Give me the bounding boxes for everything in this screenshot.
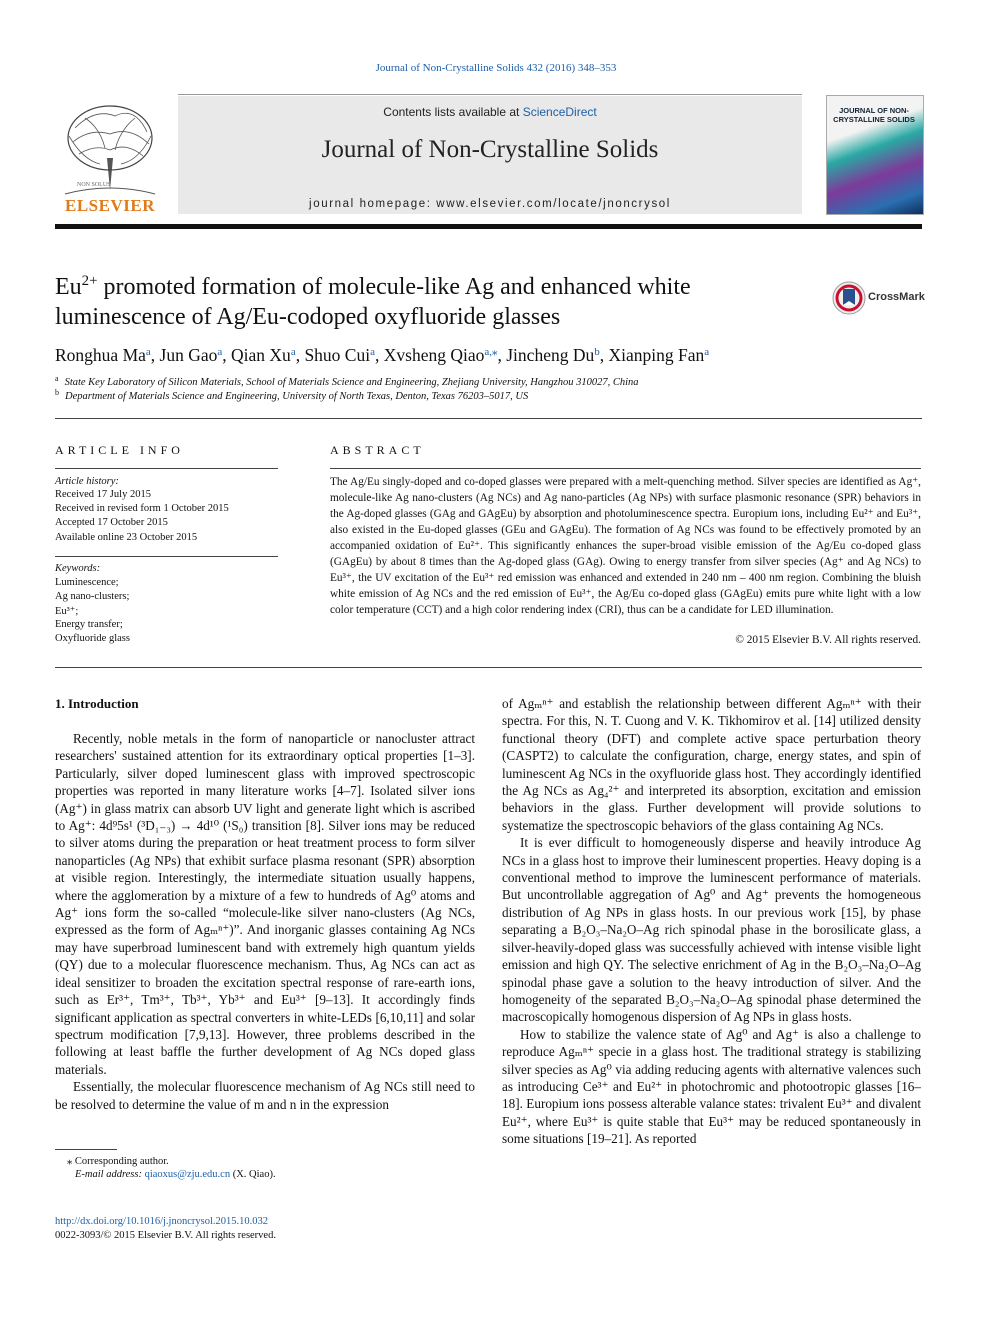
keywords-label: Keywords: bbox=[55, 563, 101, 574]
title-line2: luminescence of Ag/Eu-codoped oxyfluoride glasses bbox=[55, 304, 561, 330]
email-link[interactable]: qiaoxus@zju.edu.cn bbox=[144, 1169, 231, 1180]
divider bbox=[55, 556, 278, 557]
doi-link[interactable]: http://dx.doi.org/10.1016/j.jnoncrysol.2015.10.032 bbox=[55, 1216, 269, 1227]
author-name[interactable]: Ronghua Ma bbox=[55, 345, 146, 365]
keyword: Ag nano-clusters; bbox=[55, 591, 130, 602]
paragraph: It is ever difficult to homogeneously disperse and heavily introduce Ag NCs in a glass host to improve their luminescent properties. Heavy doping is a conventional method to improve the luminescent performance of materials. But uncontrollable aggregation of Ag⁰ and Ag⁺ prevents the homogeneous distribution of Ag NPs in glass hosts. In our previous work [15], by phase separating a B₂O₃–Na₂O–Ag rich spinodal phase in the borosilicate glass, a silver-heavily-doped glass was successfully achieved with intense visible light emission and high QY. The selective enrichment of Ag in the B₂O₃–Na₂O–Ag spinodal phase gave a solution to the heavy introduction of silver. And the homogeneity of the separated B₂O₃–Na₂O–Ag spinodal phase determined the macroscopically homogenous dispersion of Ag NPs in glass hosts. bbox=[502, 835, 921, 1025]
divider bbox=[55, 667, 922, 668]
title-eu: Eu bbox=[55, 274, 82, 300]
header-rule bbox=[55, 224, 922, 229]
affiliation-a-key: a bbox=[55, 374, 59, 383]
author-name[interactable]: Jincheng Du bbox=[506, 345, 595, 365]
author-affiliation-mark[interactable]: a bbox=[217, 346, 223, 358]
contents-prefix: Contents lists available at bbox=[383, 105, 523, 119]
author-affiliation-mark[interactable]: b bbox=[594, 346, 600, 358]
author-affiliation-mark[interactable]: a bbox=[704, 346, 710, 358]
author-affiliation-mark[interactable]: a bbox=[370, 346, 375, 358]
author-name[interactable]: Xvsheng Qiao bbox=[383, 345, 485, 365]
crossmark-icon[interactable] bbox=[832, 281, 866, 315]
masthead-top-rule bbox=[178, 94, 802, 95]
author-name[interactable]: Xianping Fan bbox=[608, 345, 705, 365]
author-name[interactable]: Shuo Cui bbox=[304, 345, 371, 365]
keyword: Oxyfluoride glass bbox=[55, 633, 130, 644]
journal-title: Journal of Non-Crystalline Solids bbox=[321, 136, 659, 163]
paragraph: How to stabilize the valence state of Ag⁰ and Ag⁺ is also a challenge to reproduce Agₘⁿ⁺ specie in a glass host. The traditional strategy is stabilizing silver species as Ag⁰ via adding reducing agents with alternative valences such as introducing Ce³⁺ and Eu²⁺ in photochromic and photootropic glasses [16–18]. Europium ions possess alterable valance states: trivalent Eu³⁺ and divalent Eu²⁺, where Eu³⁺ is quite stable that Eu³⁺ may be reduced spontaneously in some situations [19–21]. As reported bbox=[502, 1026, 921, 1147]
author-affiliation-mark[interactable]: a bbox=[290, 346, 296, 358]
history-label: Article history: bbox=[55, 476, 119, 487]
keyword: Luminescence; bbox=[55, 577, 119, 588]
email-note bbox=[55, 1169, 276, 1180]
keyword: Energy transfer; bbox=[55, 619, 123, 630]
abstract-copyright: © 2015 Elsevier B.V. All rights reserved. bbox=[735, 634, 921, 646]
author-list: Ronghua Ma$^a$, Jun Gao$^a$, Qian Xu$^a$, Shuo Cui$^a$, Xvsheng Qiao$^{a,⁎}$, Jincheng Du$^b$, Xianping Fan$^a$ bbox=[55, 345, 710, 365]
abstract-heading: ABSTRACT bbox=[330, 443, 425, 457]
history-accepted: Accepted 17 October 2015 bbox=[55, 517, 168, 528]
paragraph: Recently, noble metals in the form of nanoparticle or nanocluster attract researchers' sustained attention for its extraordinary optical properties [1–3]. Particularly, silver doped luminescent glass with improved spectroscopic properties was reported in many literature works [4–7]. Isolated silver ions (Ag⁺) in glass matrix can absorb UV light and generate light which is ascribed to Ag⁺: 4d⁹5s¹ (³D₁₋₃) → 4d¹⁰ (¹S₀) transition [8]. Silver ions may be reduced to silver atoms during the preparation or heat treatment process to form silver nanoparticles (Ag NPs) that exhibit surface plasma resonant (SPR) absorption at visible region. Interestingly, the intermediate situation usually happens, where the agglomeration by a mixture of a few to hundreds of Ag⁰ atoms and Ag⁺ ions form the so-called “molecule-like silver nano-clusters (Ag NCs, expressed as the form of Agₘⁿ⁺)”. And inorganic glasses containing Ag NCs may have superbroad luminescent band with extremely high quantum yields (QY) due to a molecular fluorescence mechanism. Thus, Ag NCs can act as ideal sensitizer to broaden the excitation spectral response of rare-earth ions, such as Er³⁺, Tm³⁺, Tb³⁺, Yb³⁺ and Eu³⁺ [9–13]. It accordingly finds significant application as spectral converters in white-LEDs [6,10,11] and solar spectrum modification [7,9,13]. However, three problems described in the following at least baffle the further development of Ag NCs doped glass materials. bbox=[55, 731, 475, 1077]
cover-title: JOURNAL OF NON-CRYSTALLINE SOLIDS bbox=[833, 106, 915, 124]
journal-reference-link[interactable]: Journal of Non-Crystalline Solids 432 (2016) 348–353 bbox=[375, 62, 617, 74]
body-left-column bbox=[55, 730, 475, 1113]
divider bbox=[55, 468, 278, 469]
history-revised: Received in revised form 1 October 2015 bbox=[55, 503, 229, 514]
section-heading: 1. Introduction bbox=[55, 696, 139, 711]
footnote-rule bbox=[55, 1149, 117, 1150]
contents-line bbox=[178, 105, 802, 119]
affiliation-a bbox=[55, 374, 639, 388]
issn-line: 0022-3093/© 2015 Elsevier B.V. All rights reserved. bbox=[55, 1230, 276, 1241]
divider bbox=[330, 468, 921, 469]
crossmark-label[interactable]: CrossMark bbox=[868, 291, 925, 303]
author-affiliation-mark[interactable]: a,⁎ bbox=[484, 346, 498, 358]
keyword: Eu³⁺; bbox=[55, 606, 79, 617]
title-eu-charge: 2+ bbox=[81, 273, 98, 290]
affiliation-b bbox=[55, 388, 529, 402]
divider bbox=[55, 418, 922, 419]
email-label: E-mail address: bbox=[75, 1169, 145, 1180]
affiliation-b-text: Department of Materials Science and Engineering, University of North Texas, Denton, Texas 76203–5017, US bbox=[65, 391, 529, 402]
body-right-column bbox=[502, 695, 921, 1148]
affiliation-b-key: b bbox=[55, 388, 59, 397]
elsevier-wordmark: ELSEVIER bbox=[65, 196, 155, 215]
svg-text:NON SOLUS: NON SOLUS bbox=[77, 182, 111, 188]
sciencedirect-link[interactable]: ScienceDirect bbox=[522, 105, 597, 119]
paragraph: Essentially, the molecular fluorescence mechanism of Ag NCs still need to be resolved to determine the value of m and n in the expression bbox=[55, 1079, 475, 1112]
author-name[interactable]: Jun Gao bbox=[159, 345, 218, 365]
email-suffix: (X. Qiao). bbox=[230, 1169, 276, 1180]
author-name[interactable]: Qian Xu bbox=[231, 345, 291, 365]
author-affiliation-mark[interactable]: a bbox=[145, 346, 151, 358]
corresponding-author-note: ⁎ Corresponding author. bbox=[67, 1156, 169, 1167]
abstract-text: The Ag/Eu singly-doped and co-doped glasses were prepared with a melt-quenching method. Silver species are identified as Ag⁺, molecule-like Ag nano-clusters (Ag NCs) and Ag nano-particles (Ag NPs) with surface plasmonic resonance (SPR) behaviors in the Ag-doped glasses (GAg and GAgEu) by absorption and photoluminescence spectra. Europium ions, including Eu²⁺ and Eu³⁺, also existed in the Eu-doped glasses (GEu and GAgEu). The formation of Ag NCs was found to be effectively promoted by an accompanied oxidation of Eu²⁺. This significantly enhances the super-broad visible emission of the Ag/Eu co-doped glass (GAgEu) by about 8 times than the Ag-doped glass (GAg). Owing to energy transfer from silver species (Ag⁺ and Ag NCs) to Eu³⁺, the UV excitation of the Eu³⁺ red emission was enhanced and extended in 240 nm – 400 nm region. Combining the bluish white emission of Ag NCs and the red emission of Eu³⁺, the Ag/Eu co-doped glass (GAgEu) emits pure white light with a low color temperature (CCT) and a high color rendering index (CRI), thus can be a candidate for LED illumination. bbox=[330, 476, 921, 616]
history-online: Available online 23 October 2015 bbox=[55, 532, 198, 543]
article-info-heading: ARTICLE INFO bbox=[55, 443, 184, 457]
journal-homepage[interactable]: journal homepage: www.elsevier.com/locate/jnoncrysol bbox=[309, 198, 671, 210]
history-received: Received 17 July 2015 bbox=[55, 489, 151, 500]
paragraph: of Agₘⁿ⁺ and establish the relationship between different Agₘⁿ⁺ with their spectra. For this, N. T. Cuong and V. K. Tikhomirov et al. [14] utilized density functional theory (DFT) and complete active space perturbation theory (CASPT2) to calculate the configuration, charge, energy states, and spin of luminescent Ag NCs in the oxyfluoride glass host. They accordingly identified the Ag NCs as Ag₄²⁺ and interpreted its absorption, excitation and emission behaviors in the glass. Further development will provide solutions to systematize the spectroscopic behaviors of the glass containing Ag NCs. bbox=[502, 696, 921, 833]
title-line1-rest: promoted formation of molecule-like Ag and enhanced white bbox=[97, 274, 691, 300]
affiliation-a-text: State Key Laboratory of Silicon Materials, School of Materials Science and Engineering, Zhejiang University, Hangzhou 310027, China bbox=[64, 377, 639, 388]
article-title bbox=[55, 272, 815, 332]
